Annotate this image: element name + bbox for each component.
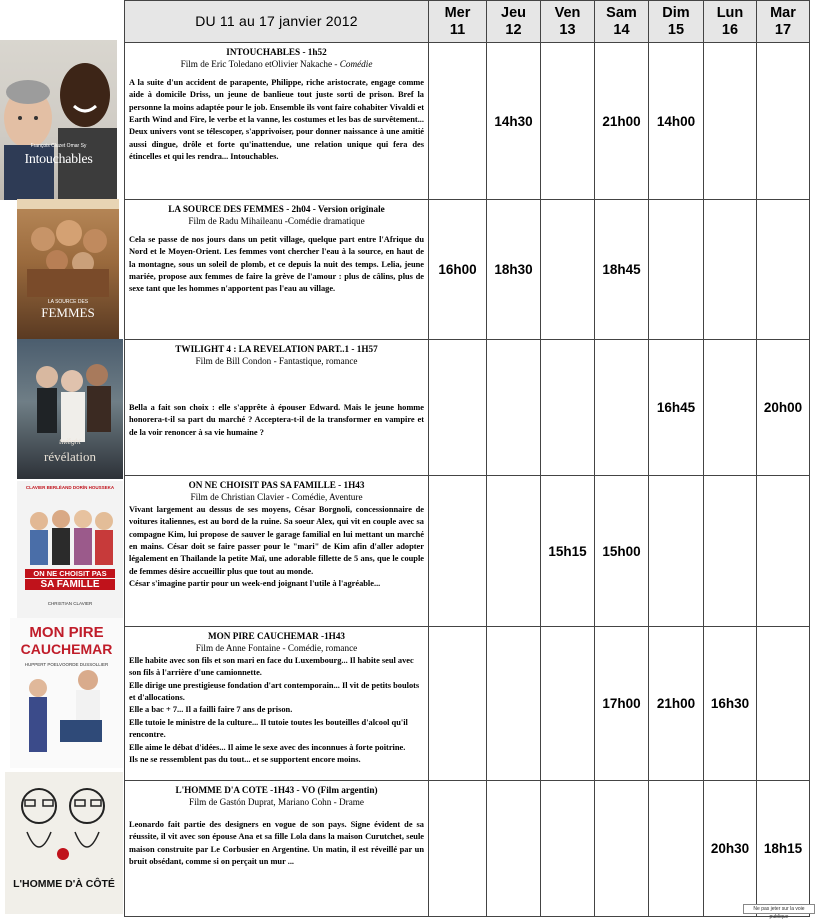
day-name: Lun [716,4,744,21]
poster-twilight [17,339,123,479]
showtime: 21h00 [649,627,704,781]
showtime: 16h00 [429,200,487,340]
movie-row-twilight [125,340,810,476]
poster-intouchables-credits: François Cluzet Omar Sy [30,143,87,149]
showtime: 15h00 [595,476,649,627]
showtime: 20h00 [757,340,810,476]
showtime [429,340,487,476]
movie-info: Film de Bill Condon - Fantastique, romance [195,356,358,367]
poster-famille-title-1: ON NE CHOISIT PAS [25,569,115,578]
poster-on-ne-choisit-pas-sa-famille [17,481,123,621]
showtime [541,43,595,200]
showtime [429,476,487,627]
poster-cauchemar-title-2: CAUCHEMAR [20,641,113,657]
movie-director: Film de Anne Fontaine - [195,643,288,654]
poster-source-title-big: FEMMES [41,305,95,320]
showtime [704,43,757,200]
day-number: 14 [613,21,630,38]
synopsis-line: Elle tutoie le ministre de la culture... Il tutoie toutes les bouteilles d'alcool qu'il rencontre. [129,717,408,740]
movie-row-mon-pire-cauchemar [125,627,810,781]
movie-title: INTOUCHABLES - 1h52 [226,47,327,57]
movie-synopsis [129,504,424,591]
synopsis-line: Elle dirige une prestigieuse fondation d'art contemporain... Il vit de petits boulots et d'allocations. [129,680,420,703]
poster-intouchables [0,40,117,200]
movie-title: MON PIRE CAUCHEMAR -1H43 [207,631,346,641]
showtime: 16h45 [649,340,704,476]
movie-description [125,200,429,340]
synopsis-line: Elle habite avec son fils et son mari en face du Luxembourg... Il habite seul avec son fils à l'arrière d'une camionnette. [129,655,414,678]
synopsis-paragraph: Vivant largement au dessus de ses moyens, César Borgnoli, concessionnaire de voitures italiennes, est au bord de la ruine. Sa soeur Alex, qui vit en couple avec sa compagne Kim, lui propose de sauver le garage familial en lui mettant un marché en mains. César doit se faire passer pour le "mari" de Kim afin d'aller adopter légalement en Thaïlande la petite Maï, une adorable fillette de 5 ans, que le couple de femmes désire accueillir plus que tout au monde. [129,504,424,576]
showtime: 20h30 [704,781,757,917]
movie-synopsis [129,655,424,767]
poster-famille-title-2: SA FAMILLE [25,579,115,590]
showtime [649,476,704,627]
program-title: DU 11 au 17 janvier 2012 [195,12,358,29]
day-number: 17 [774,21,792,38]
showtime [704,476,757,627]
showtime [649,200,704,340]
showtime: 14h30 [487,43,541,200]
movie-row-intouchables [125,43,810,200]
showtime [487,781,541,917]
showtime: 21h00 [595,43,649,200]
day-header-mer [429,1,487,43]
showtime: 17h00 [595,627,649,781]
movie-description [125,340,429,476]
synopsis-line: Ils ne se ressemblent pas du tout... et se supportent encore moins. [129,755,361,765]
showtime [649,781,704,917]
poster-cauchemar-names: HUPPERT POELVOORDE DUSSOLLIER [24,662,109,667]
day-name: Ven [554,4,581,21]
showtime [429,781,487,917]
day-header-dim [649,1,704,43]
synopsis-paragraph: César s'imagine partir pour un week-end joignant l'utile à l'agréable... [129,579,381,589]
synopsis-line: Elle a bac + 7... Il a failli faire 7 ans de prison. [129,705,293,715]
day-name: Dim [662,4,690,21]
day-header-ven [541,1,595,43]
showtime [757,476,810,627]
showtime [487,627,541,781]
day-header-lun [704,1,757,43]
movie-title: ON NE CHOISIT PAS SA FAMILLE - 1H43 [188,480,365,490]
poster-cauchemar-art [10,618,123,768]
showtime: 16h30 [704,627,757,781]
showtime [757,627,810,781]
day-name: Jeu [501,4,526,21]
showtime [704,200,757,340]
header-row [125,1,810,43]
movie-row-on-ne-choisit-pas-sa-famille [125,476,810,627]
movie-genre: Comédie, romance [287,643,358,654]
showtime [541,627,595,781]
showtime [487,476,541,627]
poster-l-homme-d-a-cote [5,772,123,914]
movie-row-l-homme-d-a-cote [125,781,810,917]
showtime [757,43,810,200]
movie-description [125,781,429,917]
poster-famille-art [17,481,123,621]
program-table [124,0,810,917]
poster-source-title-small: LA SOURCE DES [47,299,89,305]
poster-intouchables-title: Intouchables [24,152,93,167]
movie-title: TWILIGHT 4 : LA REVELATION PART..1 - 1H57 [175,344,378,354]
showtime: 15h15 [541,476,595,627]
showtime [757,200,810,340]
movie-description [125,43,429,200]
day-name: Mar [770,4,796,21]
synopsis-line: Elle aime le débat d'idées... Il aime le sexe avec des inconnues à forte poitrine. [129,742,406,752]
movie-director: Film de Eric Toledano etOlivier Nakache - [180,59,340,70]
movie-genre: Comédie [339,59,373,70]
movie-info: Film de Radu Mihaileanu -Comédie dramatique [188,216,365,227]
movie-description [125,627,429,781]
movie-info: Film de Gastón Duprat, Mariano Cohn - Drame [188,797,365,808]
footnote: Ne pas jeter sur la voie publique [743,904,815,914]
poster-cauchemar-title-1: MON PIRE [29,624,104,641]
showtime [541,340,595,476]
showtime [595,340,649,476]
day-number: 15 [667,21,685,38]
showtime [429,627,487,781]
movie-synopsis: Bella a fait son choix : elle s'apprête à épouser Edward. Mais le jeune homme honorera-t-il sa part du marché ? Acceptera-t-il de la transformer en vampire et de la voir renoncer à sa vie humaine ? [129,402,424,437]
showtime [704,340,757,476]
poster-famille-director: CHRISTIAN CLAVIER [47,601,93,606]
movie-synopsis: Cela se passe de nos jours dans un petit village, quelque part entre l'Afrique du Nord et le Moyen-Orient. Les femmes vont chercher l'eau à la source, en haut de la montagne, sous un soleil de plomb, et ce depuis la nuit des temps. Lelia, jeune mariée, propose aux femmes de faire la grève de l'amour : plus de câlins, plus de sexe tant que les hommes n'apportent pas l'eau au village. [129,234,424,294]
poster-homme-title: L'HOMME D'À CÔTÉ [13,878,115,890]
day-number: 13 [559,21,576,38]
poster-la-source-des-femmes [17,199,119,339]
poster-famille-names: CLAVIER BERLÉAND DORÍN HOUSSEKA [25,485,115,490]
program-date-range [125,1,429,43]
poster-twilight-title-big: révélation [44,449,96,464]
day-name: Mer [444,4,471,21]
showtime [541,200,595,340]
showtime [487,340,541,476]
movie-row-la-source-des-femmes [125,200,810,340]
poster-intouchables-art [0,40,117,200]
showtime [429,43,487,200]
poster-twilight-title-small: twilight [59,439,81,446]
movie-title: LA SOURCE DES FEMMES - 2h04 - Version originale [168,204,385,214]
showtime [595,781,649,917]
movie-synopsis: Leonardo fait partie des designers en vogue de son pays. Signe évident de sa réussite, il vit avec son épouse Ana et sa fille Lola dans la maison Curutchet, seule maison construite par Le Corbusier en Argentine. Un matin, il est réveillé par un bruit obsédant, comme si on perçait un mur ... [129,819,424,867]
movie-title: L'HOMME D'A COTE -1H43 - VO (Film argentin) [175,785,378,795]
poster-homme-art [5,772,123,914]
showtime: 18h45 [595,200,649,340]
poster-mon-pire-cauchemar [10,618,123,768]
day-number: 11 [449,21,466,38]
day-name: Sam [606,4,637,21]
day-header-jeu [487,1,541,43]
day-header-mar [757,1,810,43]
showtime [541,781,595,917]
showtime: 18h15 [757,781,810,917]
day-number: 16 [721,21,739,38]
showtime: 14h00 [649,43,704,200]
showtime: 18h30 [487,200,541,340]
day-header-sam [595,1,649,43]
movie-info: Film de Christian Clavier - Comédie, Aventure [190,492,363,503]
movie-info [129,642,424,654]
movie-synopsis: A la suite d'un accident de parapente, Philippe, riche aristocrate, engage comme aide à domicile Driss, un jeune de banlieue tout juste sorti de prison. Bref la personne la moins adaptée pour le job. Ensemble ils vont faire cohabiter Vivaldi et Earth Wind and Fire, le verbe et la vanne, les costumes et les bas de survêtement... Deux univers vont se télescoper, s'apprivoiser, pour donner naissance à une amitié aussi dingue, drôle et forte qu'inattendue, une relation unique qui fera des étincelles et qui les rendra... Intouchables. [129,77,424,162]
day-number: 12 [505,21,522,38]
movie-description [125,476,429,627]
movie-info [129,58,424,70]
